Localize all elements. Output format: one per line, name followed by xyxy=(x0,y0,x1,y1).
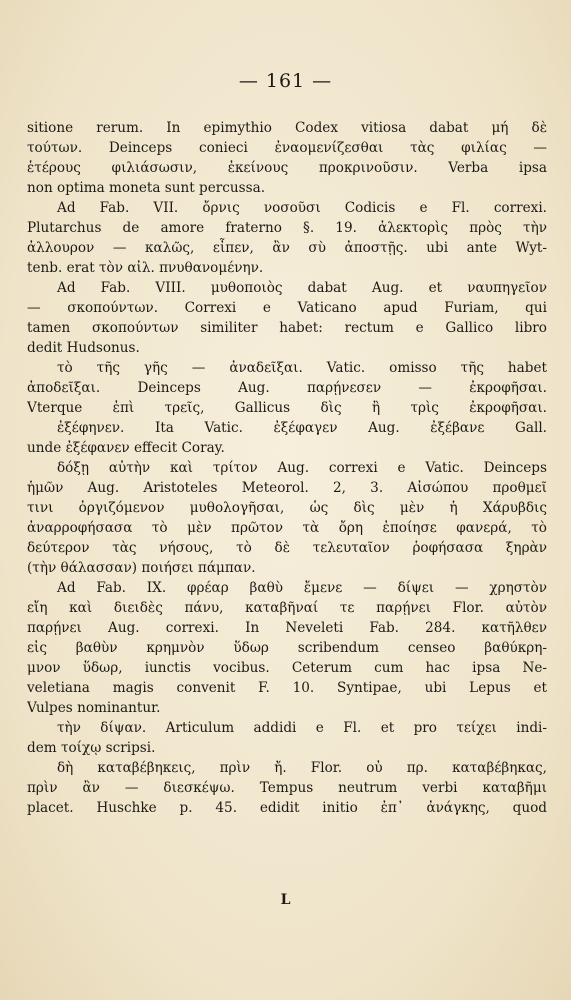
text-line: τινι ὀργιζόμενον μυθολογῆσαι, ὡς δὶς μὲν ἡ Χάρυβδις xyxy=(27,500,547,516)
text-line: tenb. erat τὸν αἰλ. πνυθανομένην. xyxy=(27,260,264,276)
text-line: tamen σκοπούντων similiter habet: rectum e Gallico libro xyxy=(27,320,547,336)
text-line: ἀναρροφήσασα τὸ μὲν πρῶτον τὰ ὄρη ἐποίησε φανερά, τὸ xyxy=(27,520,547,536)
text-line: δεύτερον τὰς νήσους, τὸ δὲ τελευταῖον ῥοφήσασα ξηρὰν xyxy=(27,540,547,556)
text-line: Ad Fab. VII. ὄρνις νοσοῦσι Codicis e Fl. correxi. xyxy=(57,200,547,216)
text-line: δόξῃ αὐτὴν καὶ τρίτον Aug. correxi e Vatic. Deinceps xyxy=(57,460,547,476)
body-text xyxy=(27,118,547,818)
page-number: — 161 — xyxy=(238,70,333,92)
text-line: ἑτέρους φιλιάσωσιν, ἐκείνους προκρινοῦσιν. Verba ipsa xyxy=(27,160,547,176)
text-line: dedit Hudsonus. xyxy=(27,340,140,356)
text-line: — σκοπούντων. Correxi e Vaticano apud Furiam, qui xyxy=(27,300,547,316)
text-line: παρῄνει Aug. correxi. In Neveleti Fab. 284. κατῆλθεν xyxy=(27,620,547,636)
text-line: Ad Fab. IX. φρέαρ βαθὺ ἔμενε — δίψει — χρηστὸν xyxy=(57,580,547,596)
text-line: εἴη καὶ διειδὲς πάνυ, καταβῆναί τε παρῄνει Flor. αὐτὸν xyxy=(27,600,547,616)
text-line: (τὴν θάλασσαν) ποιήσει πάμπαν. xyxy=(27,560,256,576)
text-line: μνον ὕδωρ, iunctis vocibus. Ceterum cum hac ipsa Ne- xyxy=(27,660,547,676)
signature-mark: L xyxy=(280,892,291,908)
text-line: veletiana magis convenit F. 10. Syntipae, ubi Lepus et xyxy=(27,680,547,696)
text-line: εἰς βαθὺν κρημνὸν ὕδωρ scribendum censeo βαθύκρη- xyxy=(27,640,547,656)
text-line: non optima moneta sunt percussa. xyxy=(27,180,266,196)
text-line: unde ἐξέφανεν effecit Coray. xyxy=(27,440,225,456)
text-line: Ad Fab. VIII. μυθοποιὸς dabat Aug. et ναυπηγεῖον xyxy=(57,280,547,296)
text-line: Plutarchus de amore fraterno §. 19. ἀλεκτορὶς πρὸς τὴν xyxy=(27,220,547,236)
text-line: Vterque ἐπὶ τρεῖς, Gallicus δὶς ἢ τρὶς ἐκροφῆσαι. xyxy=(27,400,547,416)
text-line: dem τοίχῳ scripsi. xyxy=(27,740,156,756)
text-line: τὸ τῆς γῆς — ἀναδεῖξαι. Vatic. omisso τῆς habet xyxy=(57,360,547,376)
text-line: placet. Huschke p. 45. edidit initio ἐπ᾽ ἀνάγκης, quod xyxy=(27,800,547,816)
text-line: ἀποδεῖξαι. Deinceps Aug. παρῄνεσεν — ἐκροφῆσαι. xyxy=(27,380,547,396)
text-line: τούτων. Deinceps conieci ἐναομενίζεσθαι τὰς φιλίας — xyxy=(27,140,547,156)
text-line: Vulpes nominantur. xyxy=(27,700,161,716)
text-line: πρὶν ἂν — διεσκέψω. Tempus neutrum verbi καταβῆμι xyxy=(27,780,547,796)
text-line: ἀλλουρον — καλῶς, εἶπεν, ἂν σὺ ἀποστῇς. ubi ante Wyt- xyxy=(27,240,547,256)
text-line: ἐξέφηνεν. Ita Vatic. ἐξέφαγεν Aug. ἐξέβανε Gall. xyxy=(57,420,547,436)
text-line: τὴν δίψαν. Articulum addidi e Fl. et pro τείχει indi- xyxy=(57,720,547,736)
text-line: sitione rerum. In epimythio Codex vitiosa dabat μή δὲ xyxy=(27,120,547,136)
text-line: ἡμῶν Aug. Aristoteles Meteorol. 2, 3. Αἰσώπου προθμεῖ xyxy=(27,480,547,496)
text-line: δὴ καταβέβηκεις, πρὶν ἤ. Flor. οὐ πρ. καταβέβηκας, xyxy=(57,760,547,776)
